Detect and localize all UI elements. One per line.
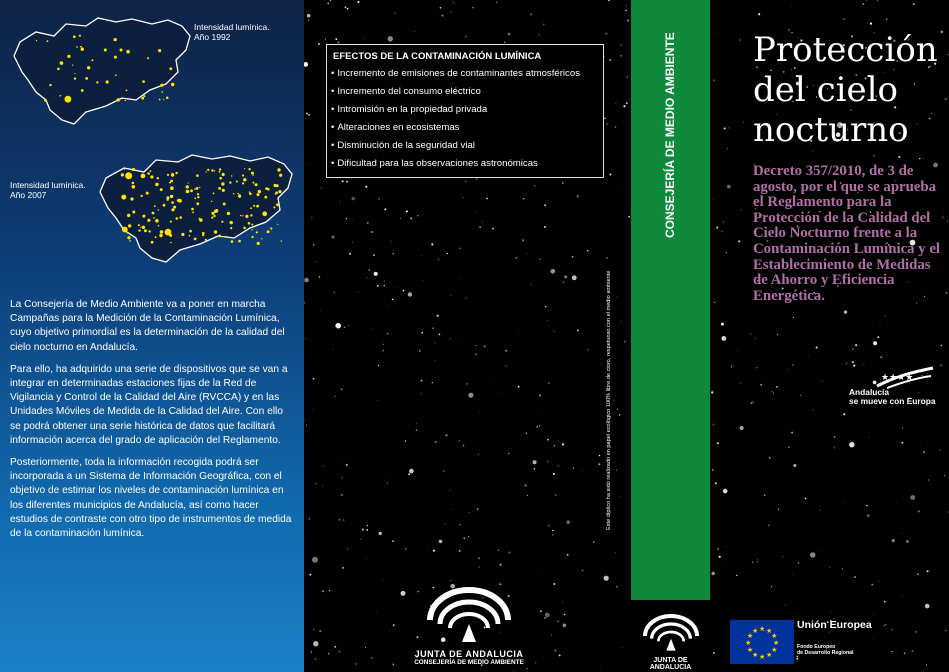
effect-item: • Disminución de la seguridad vial bbox=[331, 137, 603, 155]
eu-flag-icon bbox=[730, 620, 794, 664]
effect-item: • Alteraciones en ecosistemas bbox=[331, 119, 603, 137]
svg-text:★★★★: ★★★★ bbox=[881, 373, 914, 383]
effect-item: • Incremento de emisiones de contaminantes atmosféricos bbox=[331, 65, 603, 83]
junta-andalucia-logo-small: JUNTA DE ANDALUCIA bbox=[632, 612, 709, 671]
effects-box bbox=[326, 44, 604, 178]
cover-title: Protección del cielo nocturno bbox=[753, 30, 938, 150]
andalucia-map-2007 bbox=[92, 152, 298, 264]
svg-text:★: ★ bbox=[746, 646, 754, 654]
andalucia-outline-2007 bbox=[100, 155, 292, 262]
decree-text: Decreto 357/2010, de 3 de agosto, por el que se aprueba el Reglamento para la Protección de la Calidad del Cielo Nocturno frente a la Contaminación Lumínica y el Establecimiento de Medidas de Ahorro y Eficiencia Energética. bbox=[753, 163, 941, 304]
print-note: Este díptico ha sido realizado en papel ecológico 100% libre de cloro, respetuoso con el medio ambiente bbox=[606, 270, 612, 530]
effect-item: • Intromisión en la propiedad privada bbox=[331, 101, 603, 119]
eu-title: Unión Europea bbox=[797, 619, 872, 631]
map-1992-label: Intensidad lumínica. Año 1992 bbox=[194, 22, 270, 42]
andalucia-map-1992 bbox=[6, 14, 196, 126]
svg-text:★: ★ bbox=[766, 626, 773, 635]
svg-text:★: ★ bbox=[759, 653, 766, 661]
map-2007-label: Intensidad lumínica. Año 2007 bbox=[10, 180, 86, 200]
andalucia-outline-1992 bbox=[14, 18, 190, 124]
paragraph-2: Para ello, ha adquirido una serie de dispositivos que se van a integrar en determinadas estaciones fijas de la Red de Vigilancia y Control de la Calidad del Aire (RVCCA) y en las Unidades Móviles de Medida de la Calidad del Aire. Con ello se podrá obtener una serie histórica de datos que facilitará información acerca del grado de aplicación del Reglamento. bbox=[10, 363, 288, 446]
svg-text:★: ★ bbox=[745, 639, 752, 647]
effect-item: • Dificultad para las observaciones astronómicas bbox=[331, 155, 603, 173]
effects-title: EFECTOS DE LA CONTAMINACIÓN LUMÍNICA bbox=[333, 51, 542, 62]
brochure-panel-info bbox=[0, 0, 304, 672]
effect-item: • Incremento del consumo eléctrico bbox=[331, 83, 603, 101]
campaign-description bbox=[10, 298, 292, 549]
svg-text:★: ★ bbox=[759, 625, 766, 633]
svg-text:★: ★ bbox=[752, 651, 759, 660]
eu-stars bbox=[730, 620, 794, 664]
svg-text:★: ★ bbox=[773, 639, 780, 647]
brochure-panel-spine bbox=[630, 0, 711, 672]
junta-arch-icon bbox=[424, 584, 514, 644]
brochure-panel-starfield bbox=[304, 0, 630, 672]
junta-arch-icon bbox=[641, 612, 701, 652]
paragraph-3: Posteriormente, toda la información recogida podrá ser incorporada a un Sistema de Información Geográfica, con el objetivo de estimar los niveles de contaminación lumínica en los diferentes municipios de Andalucía, así como hacer estudios de contraste con otro tipo de instrumentos de medida de la contaminación lumínica. bbox=[10, 457, 292, 540]
consejeria-vertical-title: CONSEJERÍA DE MEDIO AMBIENTE bbox=[663, 32, 677, 238]
svg-text:★: ★ bbox=[771, 632, 778, 640]
svg-text:★: ★ bbox=[752, 626, 759, 635]
green-vertical-band bbox=[631, 0, 710, 600]
effects-list bbox=[327, 65, 603, 173]
svg-text:★: ★ bbox=[746, 632, 754, 640]
svg-text:★: ★ bbox=[766, 651, 773, 660]
svg-text:★: ★ bbox=[771, 646, 778, 654]
paragraph-1: La Consejería de Medio Ambiente va a poner en marcha Campañas para la Medición de la Contaminación Lumínica, cuyo objetivo primordial es la determinación de la calidad del cielo nocturno en Andalucía. bbox=[10, 299, 285, 353]
eu-fund-label: Fondo Europeo de Desarrollo Regional bbox=[797, 644, 854, 656]
junta-andalucia-logo: JUNTA DE ANDALUCIA CONSEJERÍA DE MEDIO AMBIENTE bbox=[414, 584, 524, 666]
brochure-panel-cover: Protección del cielo nocturno Decreto 357/2010, de 3 de agosto, por el que se aprueba el Reglamento para la Protección de la Calidad del Cielo Nocturno frente a la Contaminación Lumínica y el Establecimiento de Medidas de Ahorro y Eficiencia Energética. ★★★★ Andalucía se mueve con Europa ★ ★ ★ ★ ★ ★ ★ ★ ★ ★ ★ ★ Unión Europea Fondo Europeo de Desarrollo Regional bbox=[711, 0, 949, 672]
